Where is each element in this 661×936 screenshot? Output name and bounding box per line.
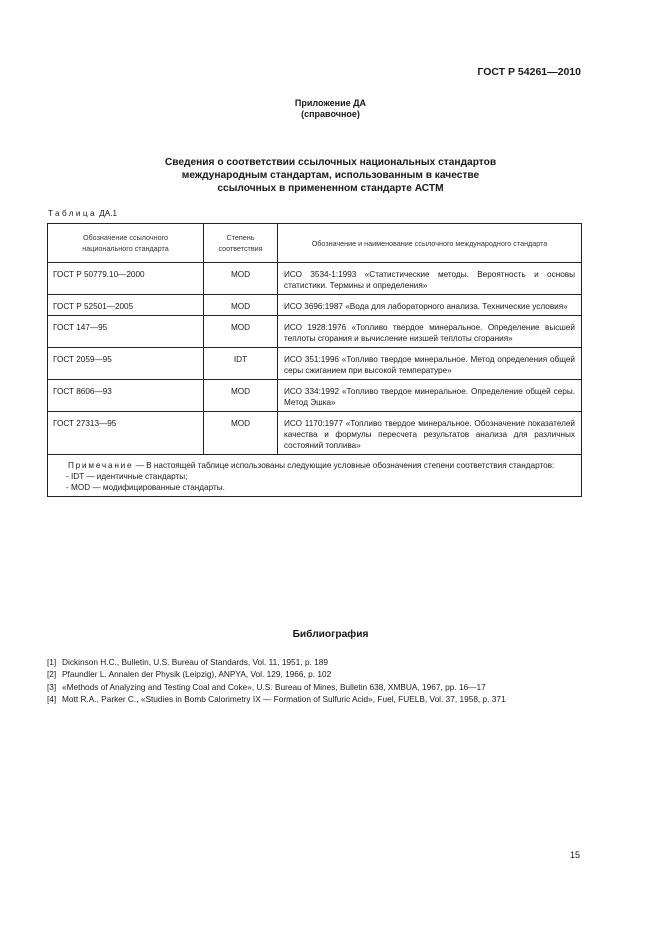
table-row [48,380,582,412]
bibliography-item [47,681,582,693]
international-standard-cell: ИСО 1928:1976 «Топливо твердое минеральное. Определение высшей теплоты сгорания и вычисление низшей теплоты сгорания» [278,316,582,348]
national-standard-cell: ГОСТ 27313—95 [48,412,204,455]
annex-heading [0,98,661,120]
degree-cell: MOD [204,380,278,412]
bibliography-list [47,656,582,705]
header-international-standard: Обозначение и наименование ссылочного международного стандарта [278,224,582,263]
international-standard-cell: ИСО 351:1996 «Топливо твердое минеральное. Метод определения общей серы сжиганием при высокой температуре» [278,348,582,380]
bibliography-number: [1] [47,657,57,667]
bibliography-title: Библиография [292,629,369,640]
national-standard-cell: ГОСТ 147—95 [48,316,204,348]
note-text: — В настоящей таблице использованы следующие условные обозначения степени соответствия стандартов: [135,461,555,470]
section-title-line: ссылочных в примененном стандарте АСТМ [217,183,444,194]
bibliography-text: Dickinson H.C., Bulletin, U.S. Bureau of Standards, Vol. 11, 1951, p. 189 [62,657,328,667]
bibliography-number: [4] [47,693,57,704]
bibliography-text: Pfaundler L. Annalen der Physik (Leipzig), ANPYA, Vol. 129, 1966, p. 102 [62,669,332,680]
note-paragraph [58,460,571,471]
degree-cell: MOD [204,263,278,295]
note-head: Примечание [68,461,134,470]
degree-cell: MOD [204,412,278,455]
page-number: 15 [569,850,580,860]
table-row [48,348,582,380]
table-row [48,295,582,316]
table-label [48,209,117,218]
header-degree: Степень соответствия [204,224,278,263]
table-label-word: Таблица [48,209,97,218]
table-label-number: ДА.1 [99,209,118,218]
bibliography-item [47,693,582,705]
note-item-mod: - MOD — модифицированные стандарты. [66,483,225,492]
correspondence-table [47,223,582,497]
section-title [0,156,661,195]
degree-cell: MOD [204,295,278,316]
international-standard-cell: ИСО 3534-1:1993 «Статистические методы. Вероятность и основы статистики. Термины и определения» [278,263,582,295]
annex-title: Приложение ДА [294,98,367,108]
degree-cell: IDT [204,348,278,380]
header-national-standard: Обозначение ссылочного национального стандарта [48,224,204,263]
table-row [48,316,582,348]
bibliography-text: «Methods of Analyzing and Testing Coal and Coke», U.S. Bureau of Mines, Bulletin 638, XMBUA, 1967, pp. 16—17 [62,681,486,692]
document-designation: ГОСТ Р 54261—2010 [477,66,581,78]
bibliography-number: [2] [47,669,57,680]
bibliography-item [47,656,582,668]
international-standard-cell: ИСО 1170:1977 «Топливо твердое минеральное. Обозначение показателей качества и формулы пересчета результатов анализа для различных состояний топлива» [278,412,582,455]
table-row [48,263,582,295]
national-standard-cell: ГОСТ Р 50779.10—2000 [48,263,204,295]
section-title-line: международным стандартам, использованным в качестве [181,170,480,181]
annex-subtitle: (справочное) [301,109,360,119]
bibliography-item [47,668,582,680]
note-item-idt: - IDT — идентичные стандарты; [66,472,188,481]
table-header-row [48,224,582,263]
international-standard-cell: ИСО 3696:1987 «Вода для лабораторного анализа. Технические условия» [278,295,582,316]
bibliography-number: [3] [47,681,57,692]
national-standard-cell: ГОСТ 2059—95 [48,348,204,380]
section-title-line: Сведения о соответствии ссылочных национальных стандартов [164,157,497,168]
table-note-row [48,455,582,497]
national-standard-cell: ГОСТ Р 52501—2005 [48,295,204,316]
degree-cell: MOD [204,316,278,348]
table-note [48,455,582,497]
bibliography-text: Mott R.A., Parker C., «Studies in Bomb Calorimetry IX — Formation of Sulfuric Acid», Fuel, FUELB, Vol. 37, 1958, p. 371 [62,693,506,704]
table-row [48,412,582,455]
international-standard-cell: ИСО 334:1992 «Топливо твердое минеральное. Определение общей серы. Метод Эшка» [278,380,582,412]
national-standard-cell: ГОСТ 8606—93 [48,380,204,412]
